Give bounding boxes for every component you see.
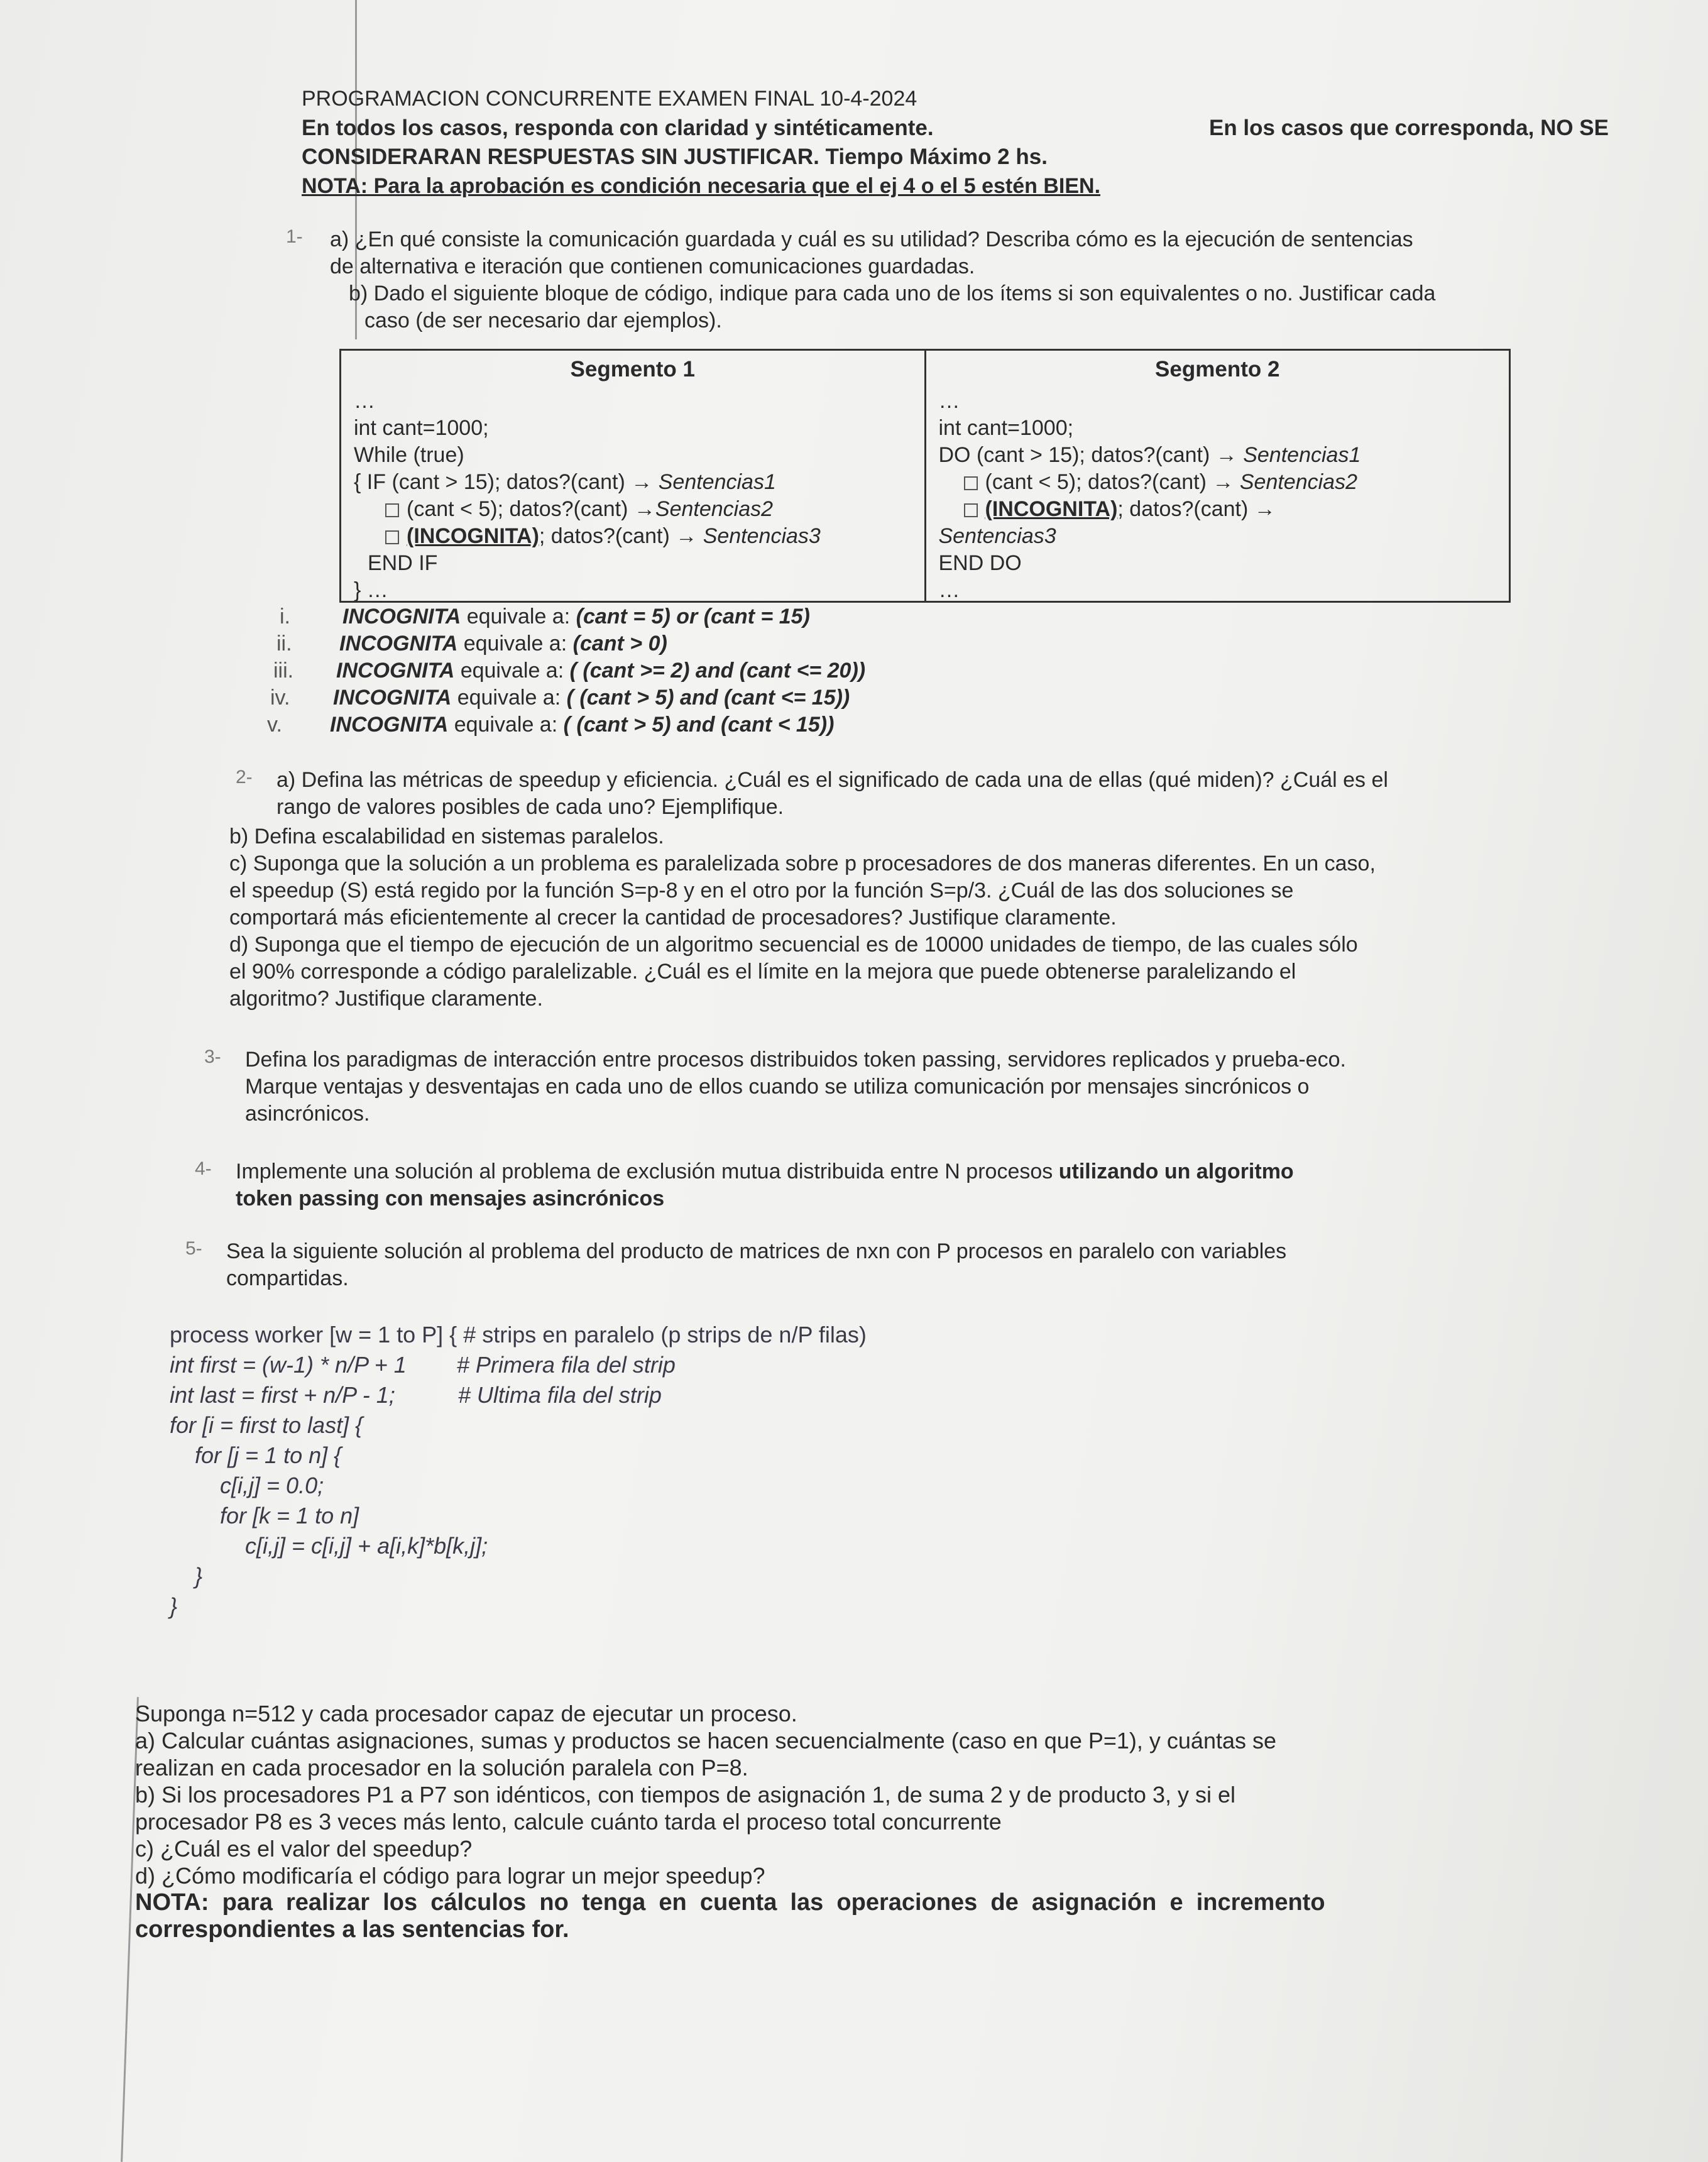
item-number: iii. [273, 659, 294, 683]
code-line: c[i,j] = 0.0; [170, 1473, 324, 1498]
code-text: Sentencias3 [703, 524, 821, 548]
code-line [939, 469, 1497, 496]
exam-title: PROGRAMACION CONCURRENTE EXAMEN FINAL 10-4-2024 [302, 87, 917, 111]
q5-text: compartidas. [226, 1266, 349, 1290]
item-v [267, 711, 834, 738]
q5d-text: d) ¿Cómo modificaría el código para lograr un mejor speedup? [135, 1863, 765, 1889]
incognita-label: (INCOGNITA) [407, 524, 539, 548]
code-text: Sentencias1 [658, 470, 776, 494]
code-text: (cant < 5); datos?(cant) → [985, 470, 1234, 494]
item-i [280, 603, 810, 630]
segment-2-title: Segmento 2 [1155, 357, 1280, 381]
item-text: equivale a: [463, 632, 567, 656]
q4-text-bold: token passing con mensajes asincrónicos [236, 1187, 665, 1210]
q2a-text: rango de valores posibles de cada uno? Ejemplifique. [276, 795, 784, 819]
code-line: … [354, 389, 375, 413]
code-line: int last = first + n/P - 1; # Ultima fila del strip [170, 1382, 662, 1408]
question-number: 5- [185, 1238, 202, 1259]
code-line: Sentencias3 [938, 524, 1056, 548]
q4-text-part: utilizando un algoritmo [1058, 1160, 1294, 1183]
item-text: equivale a: [454, 713, 558, 737]
question-2 [236, 767, 1615, 821]
code-text: { IF (cant > 15); datos?(cant) → [354, 470, 653, 494]
incognita-label: (INCOGNITA) [985, 497, 1118, 521]
guard-box-icon [385, 503, 399, 517]
item-number: iv. [270, 686, 290, 710]
q1a-text: de alternativa e iteración que contienen comunicaciones guardadas. [330, 255, 975, 278]
q2c-text: comportará más eficientemente al crecer la cantidad de procesadores? Justifique claramente. [229, 906, 1117, 930]
q2c-text: c) Suponga que la solución a un problema es paralelizada sobre p procesadores de dos maneras diferentes. En un caso, [229, 852, 1376, 875]
matrix-code [170, 1320, 867, 1622]
code-line [939, 442, 1497, 469]
item-label: INCOGNITA [339, 632, 458, 656]
item-ii [276, 630, 667, 657]
q5-text: Sea la siguiente solución al problema del producto de matrices de nxn con P procesos en paralelo con variables [226, 1239, 1287, 1263]
q5b-text: b) Si los procesadores P1 a P7 son idénticos, con tiempos de asignación 1, de suma 2 y de producto 3, y si el [135, 1782, 1235, 1808]
guard-box-icon [964, 503, 978, 517]
question-number: 3- [204, 1046, 221, 1067]
q1b-text: caso (de ser necesario dar ejemplos). [364, 309, 722, 332]
code-text: DO (cant > 15); datos?(cant) → [938, 443, 1237, 467]
code-line: for [i = first to last] { [170, 1412, 363, 1438]
q4-text-part: Implemente una solución al problema de exclusión mutua distribuida entre N procesos [236, 1160, 1053, 1183]
code-text: ; datos?(cant) → [539, 524, 698, 548]
instructions-text: En los casos que corresponda, NO SE [1208, 116, 1609, 140]
question-5-parts [135, 1700, 1637, 1943]
question-4 [195, 1158, 1621, 1212]
guard-box-icon [964, 476, 978, 490]
q5a-text: realizan en cada procesador en la solución paralela con P=8. [135, 1755, 748, 1781]
q3-text: Defina los paradigmas de interacción entre procesos distribuidos token passing, servidores replicados y prueba-eco. [245, 1048, 1346, 1072]
code-line: int first = (w-1) * n/P + 1 # Primera fila del strip [170, 1352, 676, 1378]
instructions-text: En todos los casos, responda con claridad y sintéticamente. [302, 116, 934, 140]
q2b-text: b) Defina escalabilidad en sistemas paralelos. [229, 825, 664, 848]
code-text: (cant < 5); datos?(cant) → [407, 497, 655, 521]
code-line: int cant=1000; [354, 416, 489, 440]
code-line: } [170, 1593, 178, 1619]
instructions [302, 114, 1609, 143]
question-number: 1- [286, 226, 303, 247]
item-expr: ( (cant > 5) and (cant <= 15)) [566, 686, 850, 710]
code-line: } … [354, 578, 388, 602]
guard-box-icon [385, 530, 399, 544]
q2c-text: el speedup (S) está regido por la función S=p-8 y en el otro por la función S=p/3. ¿Cuál de las dos soluciones se [229, 879, 1294, 903]
q1a-text: a) ¿En qué consiste la comunicación guardada y cuál es su utilidad? Describa cómo es la ejecución de sentencias [330, 228, 1413, 251]
item-iii [273, 657, 865, 684]
item-label: INCOGNITA [330, 713, 449, 737]
code-text: ; datos?(cant) → [1117, 497, 1276, 521]
item-label: INCOGNITA [336, 659, 455, 683]
code-line: c[i,j] = c[i,j] + a[i,k]*b[k,j]; [170, 1533, 488, 1559]
item-text: equivale a: [457, 686, 561, 710]
exam-header [302, 87, 1609, 200]
instructions-line: CONSIDERARAN RESPUESTAS SIN JUSTIFICAR. Tiempo Máximo 2 hs. [302, 145, 1048, 169]
item-label: INCOGNITA [333, 686, 452, 710]
item-text: equivale a: [466, 605, 571, 628]
code-line: … [938, 389, 960, 413]
q2d-text: d) Suponga que el tiempo de ejecución de un algoritmo secuencial es de 10000 unidades de tiempo, de las cuales sólo [229, 933, 1358, 957]
q5a-text: a) Calcular cuántas asignaciones, sumas y productos se hacen secuencialmente (caso en que P=1), y cuántas se [135, 1728, 1277, 1753]
question-number: 2- [236, 767, 253, 787]
code-line [354, 496, 912, 523]
question-5 [185, 1238, 1621, 1292]
question-1 [286, 226, 1602, 334]
q2d-text: el 90% corresponde a código paralelizable. ¿Cuál es el límite en la mejora que puede obtenerse paralelizando el [229, 960, 1296, 984]
code-line: While (true) [354, 443, 464, 467]
item-iv [270, 684, 850, 711]
code-line: END DO [938, 551, 1022, 575]
segment-2 [924, 351, 1509, 601]
q5b-text: procesador P8 es 3 veces más lento, calcule cuánto tarda el proceso total concurrente [135, 1809, 1002, 1835]
code-line: } [170, 1563, 203, 1589]
code-segments-table [339, 349, 1511, 603]
item-label: INCOGNITA [342, 605, 461, 628]
q3-text: Marque ventajas y desventajas en cada uno de ellos cuando se utiliza comunicación por mensajes sincrónicos o [245, 1075, 1310, 1099]
code-text: Sentencias1 [1243, 443, 1361, 467]
code-line [354, 469, 912, 496]
code-line: int cant=1000; [938, 416, 1074, 440]
code-line: for [j = 1 to n] { [170, 1442, 342, 1468]
question-3 [204, 1046, 1621, 1128]
q5-note: correspondientes a las sentencias for. [135, 1916, 569, 1943]
segment-1 [341, 351, 924, 601]
q5c-text: c) ¿Cuál es el valor del speedup? [135, 1836, 473, 1862]
segment-1-title: Segmento 1 [570, 357, 695, 381]
code-line [939, 496, 1497, 523]
item-expr: (cant = 5) or (cant = 15) [576, 605, 810, 628]
code-text: Sentencias2 [655, 497, 774, 521]
q1b-text: b) Dado el siguiente bloque de código, indique para cada uno de los ítems si son equivalentes o no. Justificar cada [349, 282, 1436, 305]
item-number: v. [267, 713, 282, 737]
q2d-text: algoritmo? Justifique claramente. [229, 987, 543, 1011]
q5-note: NOTA: para realizar los cálculos no tenga en cuenta las operaciones de asignación e incremento [135, 1889, 1325, 1916]
code-line [354, 523, 912, 550]
q4-text [236, 1158, 1621, 1185]
question-number: 4- [195, 1158, 212, 1179]
item-number: i. [280, 605, 290, 628]
code-text: Sentencias2 [1239, 470, 1357, 494]
code-line: … [938, 578, 960, 602]
code-line: process worker [w = 1 to P] { # strips en paralelo (p strips de n/P filas) [170, 1322, 867, 1347]
q5-suppose: Suponga n=512 y cada procesador capaz de ejecutar un proceso. [135, 1701, 797, 1726]
item-number: ii. [276, 632, 292, 656]
code-line: for [k = 1 to n] [170, 1503, 359, 1528]
q3-text: asincrónicos. [245, 1102, 370, 1126]
code-line: END IF [368, 551, 438, 575]
item-expr: (cant > 0) [572, 632, 667, 656]
question-2-parts [229, 823, 1618, 1012]
q2a-text: a) Defina las métricas de speedup y eficiencia. ¿Cuál es el significado de cada una de ellas (qué miden)? ¿Cuál es el [276, 768, 1388, 792]
item-expr: ( (cant >= 2) and (cant <= 20)) [569, 659, 866, 683]
item-text: equivale a: [460, 659, 564, 683]
item-expr: ( (cant > 5) and (cant < 15)) [563, 713, 835, 737]
approval-note: NOTA: Para la aprobación es condición necesaria que el ej 4 o el 5 estén BIEN. [302, 174, 1101, 198]
